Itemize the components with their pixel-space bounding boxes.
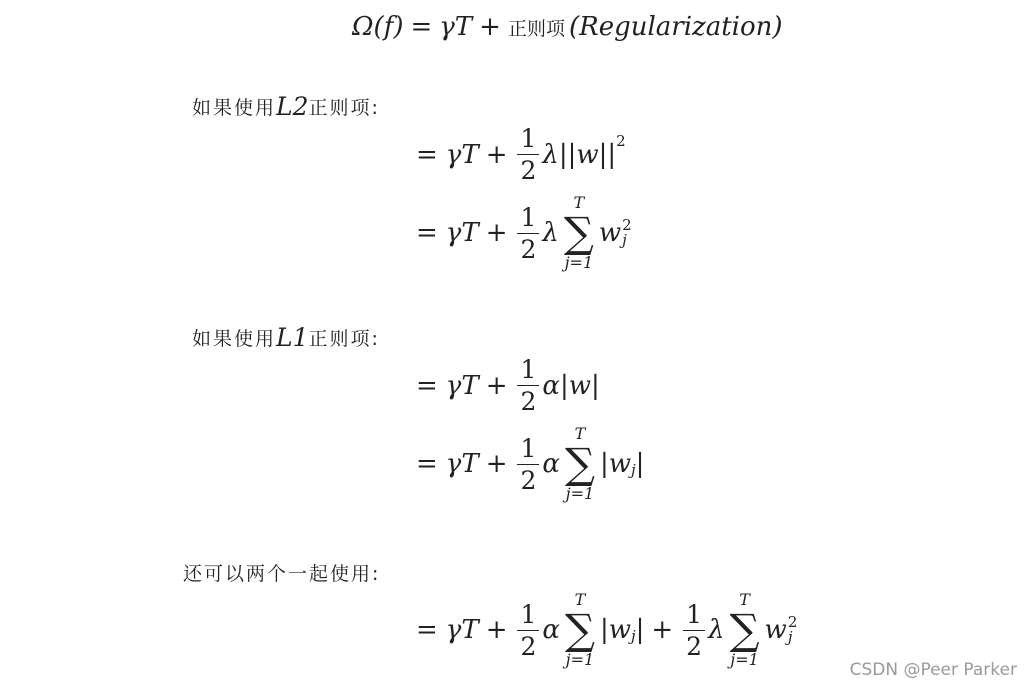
sum-upper-limit: T <box>573 193 585 212</box>
label-math-l1: L1 <box>276 323 309 352</box>
l1-line-2 <box>416 426 644 502</box>
fraction-numerator: 1 <box>520 599 537 629</box>
fraction-one-half <box>517 599 539 661</box>
lambda-coef: λ <box>542 218 559 248</box>
abs-w-open: |w <box>599 615 631 645</box>
fraction-one-half <box>517 357 539 414</box>
equals-sign: = <box>416 449 438 479</box>
plus-sign: + <box>485 218 508 248</box>
sum-lower-limit: j=1 <box>730 650 759 669</box>
sum-lower-limit: j=1 <box>564 253 594 272</box>
l2-line-1 <box>416 126 626 183</box>
fraction-bar <box>517 630 539 631</box>
fraction-numerator: 1 <box>520 202 537 232</box>
fraction-numerator: 1 <box>520 355 537 384</box>
equals-sign: = <box>416 218 438 248</box>
plus-sign: + <box>485 139 508 170</box>
fraction-denominator: 2 <box>520 387 537 416</box>
w-term: w <box>764 615 787 645</box>
combined-line <box>416 592 797 668</box>
sigma-icon: ∑ <box>563 208 594 257</box>
fraction-denominator: 2 <box>686 631 703 661</box>
sub-sup-stack <box>788 615 798 645</box>
sub-sup-stack <box>622 218 632 248</box>
gamma-t: γT <box>445 370 479 401</box>
fraction-bar <box>683 630 705 631</box>
fraction-denominator: 2 <box>520 465 537 495</box>
abs-w-open: |w <box>599 449 631 479</box>
fraction-one-half <box>517 126 539 183</box>
alpha-coef: α <box>542 615 560 645</box>
gamma-t: γT <box>439 12 473 42</box>
label-suffix: 正则项: <box>308 97 380 119</box>
fraction-one-half <box>517 433 539 495</box>
l2-line-2 <box>416 195 632 271</box>
subscript-j: j <box>630 461 636 479</box>
fraction-bar <box>517 233 539 234</box>
gamma-t: γT <box>445 139 479 170</box>
fraction-one-half <box>517 202 539 264</box>
plus-sign: + <box>485 615 508 645</box>
fraction-numerator: 1 <box>686 599 703 629</box>
plus-sign: + <box>479 12 501 42</box>
equals-sign: = <box>416 615 438 645</box>
subscript-j: j <box>622 231 627 249</box>
sigma-icon: ∑ <box>564 605 595 654</box>
equals-sign: = <box>416 139 438 170</box>
equals-sign: = <box>410 12 433 42</box>
fraction-denominator: 2 <box>520 156 537 185</box>
sum-lower-limit: j=1 <box>565 484 595 503</box>
label-combined: 还可以两个一起使用: <box>183 563 381 585</box>
fraction-numerator: 1 <box>520 124 537 153</box>
fraction-bar <box>517 464 539 465</box>
sum-upper-limit: T <box>739 590 750 609</box>
fraction-numerator: 1 <box>520 433 537 463</box>
fraction-denominator: 2 <box>520 234 537 264</box>
lambda-coef: λ <box>708 615 725 645</box>
plus-sign: + <box>651 615 674 645</box>
plus-sign: + <box>485 449 508 479</box>
plus-sign: + <box>485 370 508 401</box>
label-prefix: 如果使用 <box>192 328 277 350</box>
summation <box>564 195 594 271</box>
gamma-t: γT <box>445 615 479 645</box>
fraction-bar <box>517 154 539 155</box>
abs-w: |w| <box>559 370 600 401</box>
sum-upper-limit: T <box>574 590 586 609</box>
summation-l1 <box>565 592 595 668</box>
abs-close: | <box>635 615 645 645</box>
regularization-en: (Regularization) <box>568 12 783 42</box>
regularization-cn: 正则项 <box>507 17 565 40</box>
summation <box>565 426 595 502</box>
power-2: 2 <box>616 131 626 150</box>
alpha-coef: α <box>542 449 560 479</box>
omega-of-f: Ω(f) <box>352 12 404 42</box>
norm-w: ||w|| <box>558 139 617 170</box>
subscript-j: j <box>630 627 636 645</box>
fraction-one-half <box>683 599 705 661</box>
sigma-icon: ∑ <box>564 439 595 488</box>
alpha-coef: α <box>542 370 560 401</box>
w-term: w <box>598 218 622 248</box>
label-prefix: 如果使用 <box>192 97 277 119</box>
label-math-l2: L2 <box>276 92 309 121</box>
fraction-bar <box>517 385 539 386</box>
summation-l2 <box>730 592 760 668</box>
objective-regularization-formula <box>352 12 783 42</box>
superscript-2: 2 <box>787 613 798 631</box>
subscript-j: j <box>787 628 793 646</box>
section-l1-label <box>192 323 380 352</box>
sum-upper-limit: T <box>574 424 586 443</box>
fraction-denominator: 2 <box>520 631 537 661</box>
gamma-t: γT <box>445 449 479 479</box>
gamma-t: γT <box>445 218 479 248</box>
l1-line-1 <box>416 357 600 414</box>
section-combined-label <box>183 559 380 586</box>
label-suffix: 正则项: <box>308 328 380 350</box>
lambda-coef: λ <box>542 139 559 170</box>
csdn-watermark: CSDN @Peer Parker <box>849 660 1017 680</box>
section-l2-label <box>192 92 380 121</box>
equals-sign: = <box>416 370 438 401</box>
sigma-icon: ∑ <box>729 605 760 654</box>
sum-lower-limit: j=1 <box>565 650 595 669</box>
superscript-2: 2 <box>622 216 632 234</box>
abs-close: | <box>635 449 645 479</box>
